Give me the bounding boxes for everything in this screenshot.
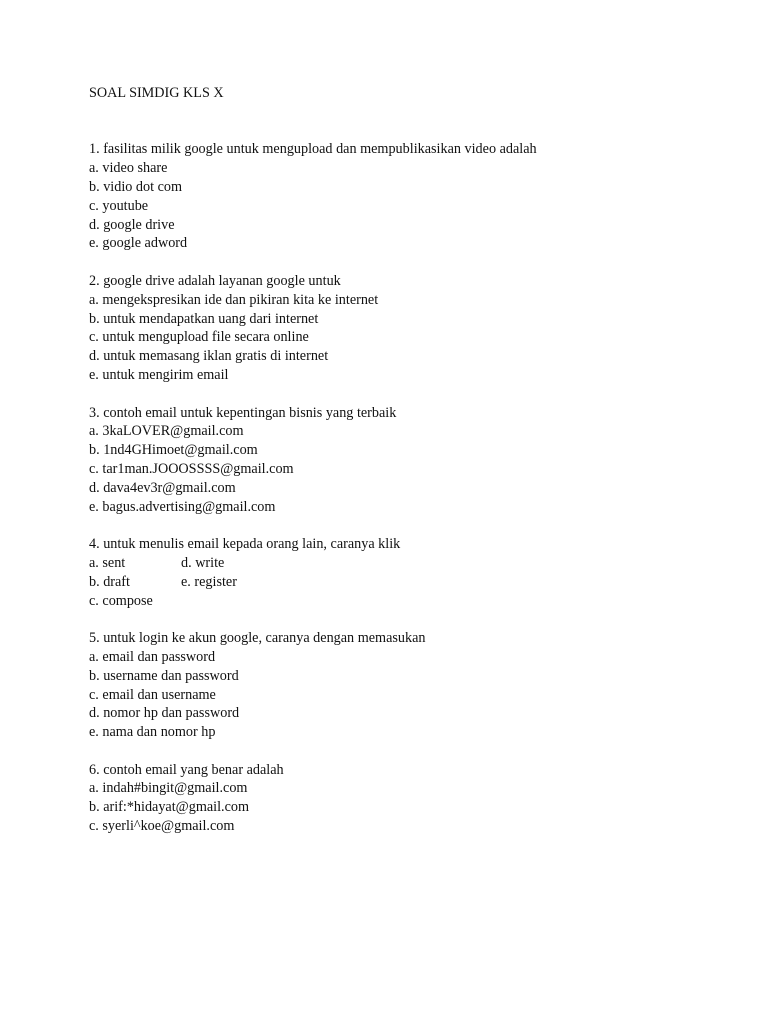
answer-option: c. youtube: [89, 197, 149, 214]
answer-option: a. video share: [89, 160, 168, 177]
question-2: [89, 272, 729, 385]
answer-option: a. email dan password: [89, 648, 216, 665]
answer-option: c. compose: [89, 592, 153, 609]
question-6: [89, 761, 729, 836]
answer-option: a. mengekspresikan ide dan pikiran kita ke internet: [89, 291, 379, 308]
answer-option: b. arif:*hidayat@gmail.com: [89, 799, 250, 816]
answer-option: e. register: [181, 573, 237, 590]
answer-option: e. bagus.advertising@gmail.com: [89, 498, 276, 515]
document-title: SOAL SIMDIG KLS X: [89, 85, 224, 101]
question-text: 4. untuk menulis email kepada orang lain, caranya klik: [89, 536, 401, 553]
question-text: 2. google drive adalah layanan google untuk: [89, 272, 341, 289]
answer-option: b. untuk mendapatkan uang dari internet: [89, 310, 319, 327]
answer-option: a. sent: [89, 554, 126, 571]
answer-option: c. tar1man.JOOOSSSS@gmail.com: [89, 460, 294, 477]
answer-option: c. syerli^koe@gmail.com: [89, 818, 235, 835]
answer-option: a. indah#bingit@gmail.com: [89, 780, 248, 797]
answer-option: d. untuk memasang iklan gratis di internet: [89, 348, 329, 365]
question-5: [89, 629, 729, 742]
question-3: [89, 404, 729, 517]
answer-option-row: [89, 592, 729, 611]
answer-option: e. google adword: [89, 235, 188, 252]
answer-option: d. google drive: [89, 216, 175, 233]
question-text: 5. untuk login ke akun google, caranya dengan memasukan: [89, 630, 426, 647]
answer-option: e. nama dan nomor hp: [89, 724, 216, 741]
answer-option: e. untuk mengirim email: [89, 366, 229, 383]
question-1: [89, 140, 729, 253]
answer-option: d. nomor hp dan password: [89, 705, 240, 722]
answer-option: b. username dan password: [89, 667, 239, 684]
answer-option: d. write: [181, 554, 225, 571]
question-text: 1. fasilitas milik google untuk mengupload dan mempublikasikan video adalah: [89, 141, 537, 158]
answer-option: d. dava4ev3r@gmail.com: [89, 479, 236, 496]
answer-option: c. untuk mengupload file secara online: [89, 329, 309, 346]
answer-option: b. vidio dot com: [89, 178, 183, 195]
question-4: [89, 535, 729, 610]
answer-option: b. draft: [89, 573, 130, 590]
question-text: 3. contoh email untuk kepentingan bisnis yang terbaik: [89, 404, 397, 421]
answer-option: b. 1nd4GHimoet@gmail.com: [89, 442, 258, 459]
answer-option: a. 3kaLOVER@gmail.com: [89, 423, 244, 440]
question-text: 6. contoh email yang benar adalah: [89, 761, 284, 778]
answer-option-row: [89, 573, 729, 592]
document-body: [89, 84, 729, 855]
answer-option: c. email dan username: [89, 686, 216, 703]
answer-option-row: [89, 554, 729, 573]
